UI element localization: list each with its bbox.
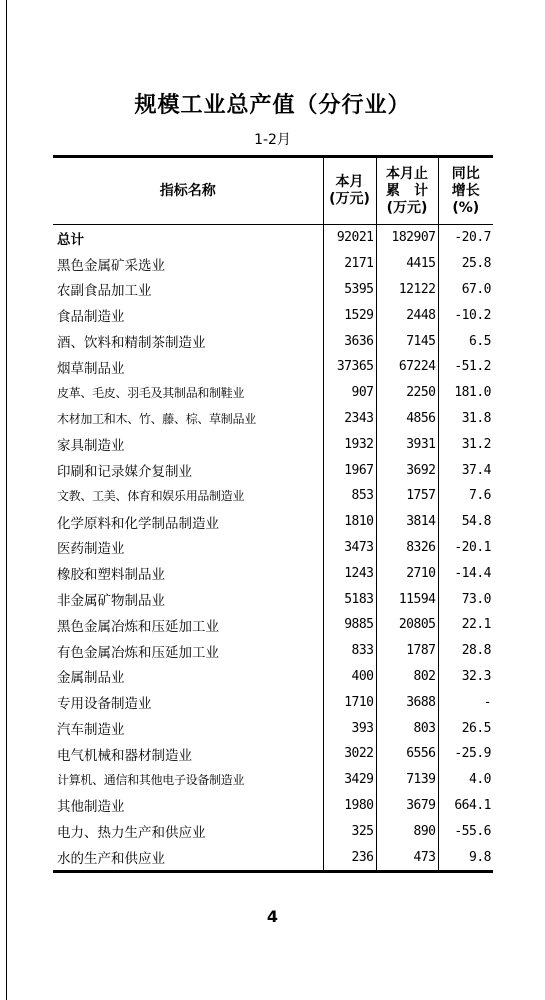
row-yoy-growth-value: 25.8 bbox=[461, 256, 491, 272]
row-cumulative-value: 6556 bbox=[376, 741, 438, 767]
table-row bbox=[53, 302, 493, 328]
row-indicator-name: 农副食品加工业 bbox=[53, 277, 323, 303]
table-row bbox=[53, 483, 493, 509]
row-yoy-growth-value: -25.9 bbox=[454, 746, 491, 762]
header-cumulative-line1: 本月止 bbox=[386, 165, 428, 182]
header-yoy-line2: 增长 bbox=[451, 182, 480, 199]
row-indicator-name: 水的生产和供应业 bbox=[53, 844, 323, 871]
row-cumulative-value: 3814 bbox=[376, 509, 438, 535]
row-yoy-growth-value: 7.6 bbox=[469, 488, 491, 504]
row-indicator-name: 电气机械和器材制造业 bbox=[53, 741, 323, 767]
row-yoy-growth-value: 4.0 bbox=[469, 772, 491, 788]
header-yoy-growth bbox=[438, 157, 493, 225]
row-indicator-name: 橡胶和塑料制品业 bbox=[53, 560, 323, 586]
row-yoy-growth-value: -10.2 bbox=[454, 307, 491, 323]
row-current-month-value: 2171 bbox=[323, 251, 376, 277]
header-current-month-line1: 本月 bbox=[335, 174, 364, 190]
row-current-month-value: 3429 bbox=[323, 767, 376, 793]
table-row bbox=[53, 328, 493, 354]
row-indicator-name: 烟草制品业 bbox=[53, 354, 323, 380]
table-row bbox=[53, 818, 493, 844]
row-current-month-value: 833 bbox=[323, 638, 376, 664]
table-row bbox=[53, 225, 493, 251]
row-current-month-value: 853 bbox=[323, 483, 376, 509]
row-cumulative-value: 3692 bbox=[376, 457, 438, 483]
row-cumulative-value: 2448 bbox=[376, 302, 438, 328]
row-yoy-growth-value: -51.2 bbox=[454, 359, 491, 375]
row-current-month-value: 1529 bbox=[323, 302, 376, 328]
row-cumulative-value: 7139 bbox=[376, 767, 438, 793]
row-current-month-value: 393 bbox=[323, 715, 376, 741]
table-row bbox=[53, 741, 493, 767]
row-yoy-growth-value: 31.8 bbox=[461, 410, 491, 426]
row-yoy-growth-value: - bbox=[483, 694, 491, 710]
header-cumulative bbox=[376, 157, 438, 225]
row-indicator-name: 专用设备制造业 bbox=[53, 689, 323, 715]
table-row bbox=[53, 457, 493, 483]
row-cumulative-value: 890 bbox=[376, 818, 438, 844]
row-current-month-value: 325 bbox=[323, 818, 376, 844]
row-indicator-name: 食品制造业 bbox=[53, 302, 323, 328]
row-cumulative-value: 4856 bbox=[376, 406, 438, 432]
table-row bbox=[53, 767, 493, 793]
header-yoy-line1: 同比 bbox=[451, 165, 480, 182]
row-indicator-name: 印刷和记录媒介复制业 bbox=[53, 457, 323, 483]
table-row bbox=[53, 535, 493, 561]
row-cumulative-value: 67224 bbox=[376, 354, 438, 380]
industry-output-table bbox=[53, 155, 493, 873]
row-yoy-growth-value: 9.8 bbox=[469, 849, 491, 865]
row-yoy-growth-value: -55.6 bbox=[454, 823, 491, 839]
row-yoy-growth-value: 181.0 bbox=[454, 385, 491, 401]
row-cumulative-value: 3679 bbox=[376, 793, 438, 819]
row-current-month-value: 1243 bbox=[323, 560, 376, 586]
row-indicator-name: 家具制造业 bbox=[53, 431, 323, 457]
row-indicator-name: 金属制品业 bbox=[53, 664, 323, 690]
table-row bbox=[53, 277, 493, 303]
row-cumulative-value: 7145 bbox=[376, 328, 438, 354]
table-row bbox=[53, 406, 493, 432]
row-current-month-value: 1980 bbox=[323, 793, 376, 819]
table-row bbox=[53, 844, 493, 871]
row-yoy-growth-value: 32.3 bbox=[461, 668, 491, 684]
row-cumulative-value: 3688 bbox=[376, 689, 438, 715]
table-row bbox=[53, 431, 493, 457]
row-current-month-value: 3636 bbox=[323, 328, 376, 354]
row-cumulative-value: 2250 bbox=[376, 380, 438, 406]
row-yoy-growth-value: 54.8 bbox=[461, 514, 491, 530]
row-cumulative-value: 11594 bbox=[376, 586, 438, 612]
table-row bbox=[53, 509, 493, 535]
row-cumulative-value: 1757 bbox=[376, 483, 438, 509]
row-indicator-name: 有色金属冶炼和压延加工业 bbox=[53, 638, 323, 664]
page-left-border bbox=[6, 0, 7, 1000]
table-row bbox=[53, 793, 493, 819]
row-cumulative-value: 4415 bbox=[376, 251, 438, 277]
row-yoy-growth-value: -20.7 bbox=[454, 230, 491, 246]
row-cumulative-value: 2710 bbox=[376, 560, 438, 586]
row-yoy-growth-value: 26.5 bbox=[461, 720, 491, 736]
header-cumulative-unit: (万元) bbox=[386, 199, 428, 216]
period-label: 1-2月 bbox=[254, 132, 291, 148]
row-cumulative-value: 12122 bbox=[376, 277, 438, 303]
row-cumulative-value: 3931 bbox=[376, 431, 438, 457]
table-row bbox=[53, 560, 493, 586]
table-row bbox=[53, 380, 493, 406]
page-number: 4 bbox=[266, 907, 279, 926]
row-indicator-name: 文教、工美、体育和娱乐用品制造业 bbox=[53, 483, 323, 509]
row-yoy-growth-value: -14.4 bbox=[454, 565, 491, 581]
row-current-month-value: 1710 bbox=[323, 689, 376, 715]
row-cumulative-value: 8326 bbox=[376, 535, 438, 561]
row-indicator-name: 皮革、毛皮、羽毛及其制品和制鞋业 bbox=[53, 380, 323, 406]
header-yoy-unit: (%) bbox=[452, 199, 480, 216]
table-row bbox=[53, 664, 493, 690]
header-cumulative-line2: 累 计 bbox=[386, 182, 428, 199]
table-row bbox=[53, 586, 493, 612]
row-yoy-growth-value: 73.0 bbox=[461, 591, 491, 607]
row-current-month-value: 3473 bbox=[323, 535, 376, 561]
row-indicator-name: 电力、热力生产和供应业 bbox=[53, 818, 323, 844]
row-yoy-growth-value: 22.1 bbox=[461, 617, 491, 633]
row-current-month-value: 400 bbox=[323, 664, 376, 690]
row-indicator-name: 其他制造业 bbox=[53, 793, 323, 819]
row-yoy-growth-value: 664.1 bbox=[454, 797, 491, 813]
row-yoy-growth-value: -20.1 bbox=[454, 539, 491, 555]
page-title: 规模工业总产值（分行业） bbox=[134, 93, 411, 118]
row-indicator-name: 化学原料和化学制品制造业 bbox=[53, 509, 323, 535]
row-current-month-value: 1967 bbox=[323, 457, 376, 483]
row-current-month-value: 1932 bbox=[323, 431, 376, 457]
row-cumulative-value: 473 bbox=[376, 844, 438, 871]
header-current-month-unit: (万元) bbox=[329, 191, 370, 207]
row-cumulative-value: 1787 bbox=[376, 638, 438, 664]
row-current-month-value: 9885 bbox=[323, 612, 376, 638]
row-current-month-value: 907 bbox=[323, 380, 376, 406]
row-yoy-growth-value: 28.8 bbox=[461, 643, 491, 659]
row-indicator-name: 黑色金属矿采选业 bbox=[53, 251, 323, 277]
row-current-month-value: 3022 bbox=[323, 741, 376, 767]
row-cumulative-value: 802 bbox=[376, 664, 438, 690]
row-yoy-growth-value: 67.0 bbox=[461, 281, 491, 297]
table-row bbox=[53, 251, 493, 277]
row-yoy-growth-value: 6.5 bbox=[469, 333, 491, 349]
header-indicator-name: 指标名称 bbox=[53, 157, 323, 225]
row-indicator-name: 非金属矿物制品业 bbox=[53, 586, 323, 612]
row-indicator-name: 黑色金属冶炼和压延加工业 bbox=[53, 612, 323, 638]
row-indicator-name: 木材加工和木、竹、藤、棕、草制品业 bbox=[53, 406, 323, 432]
row-yoy-growth-value: 37.4 bbox=[461, 462, 491, 478]
row-indicator-name: 汽车制造业 bbox=[53, 715, 323, 741]
row-current-month-value: 1810 bbox=[323, 509, 376, 535]
table-header-row bbox=[53, 157, 493, 225]
row-current-month-value: 37365 bbox=[323, 354, 376, 380]
row-cumulative-value: 803 bbox=[376, 715, 438, 741]
row-cumulative-value: 182907 bbox=[376, 225, 438, 251]
header-current-month bbox=[323, 157, 376, 225]
table-row bbox=[53, 612, 493, 638]
row-yoy-growth-value: 31.2 bbox=[461, 436, 491, 452]
row-current-month-value: 236 bbox=[323, 844, 376, 871]
table-row bbox=[53, 638, 493, 664]
table-row bbox=[53, 715, 493, 741]
table-row bbox=[53, 354, 493, 380]
table-row bbox=[53, 689, 493, 715]
row-current-month-value: 5183 bbox=[323, 586, 376, 612]
row-indicator-name: 总计 bbox=[53, 225, 323, 251]
row-indicator-name: 医药制造业 bbox=[53, 535, 323, 561]
row-indicator-name: 计算机、通信和其他电子设备制造业 bbox=[53, 767, 323, 793]
row-current-month-value: 2343 bbox=[323, 406, 376, 432]
row-current-month-value: 92021 bbox=[323, 225, 376, 251]
row-cumulative-value: 20805 bbox=[376, 612, 438, 638]
row-current-month-value: 5395 bbox=[323, 277, 376, 303]
row-indicator-name: 酒、饮料和精制茶制造业 bbox=[53, 328, 323, 354]
